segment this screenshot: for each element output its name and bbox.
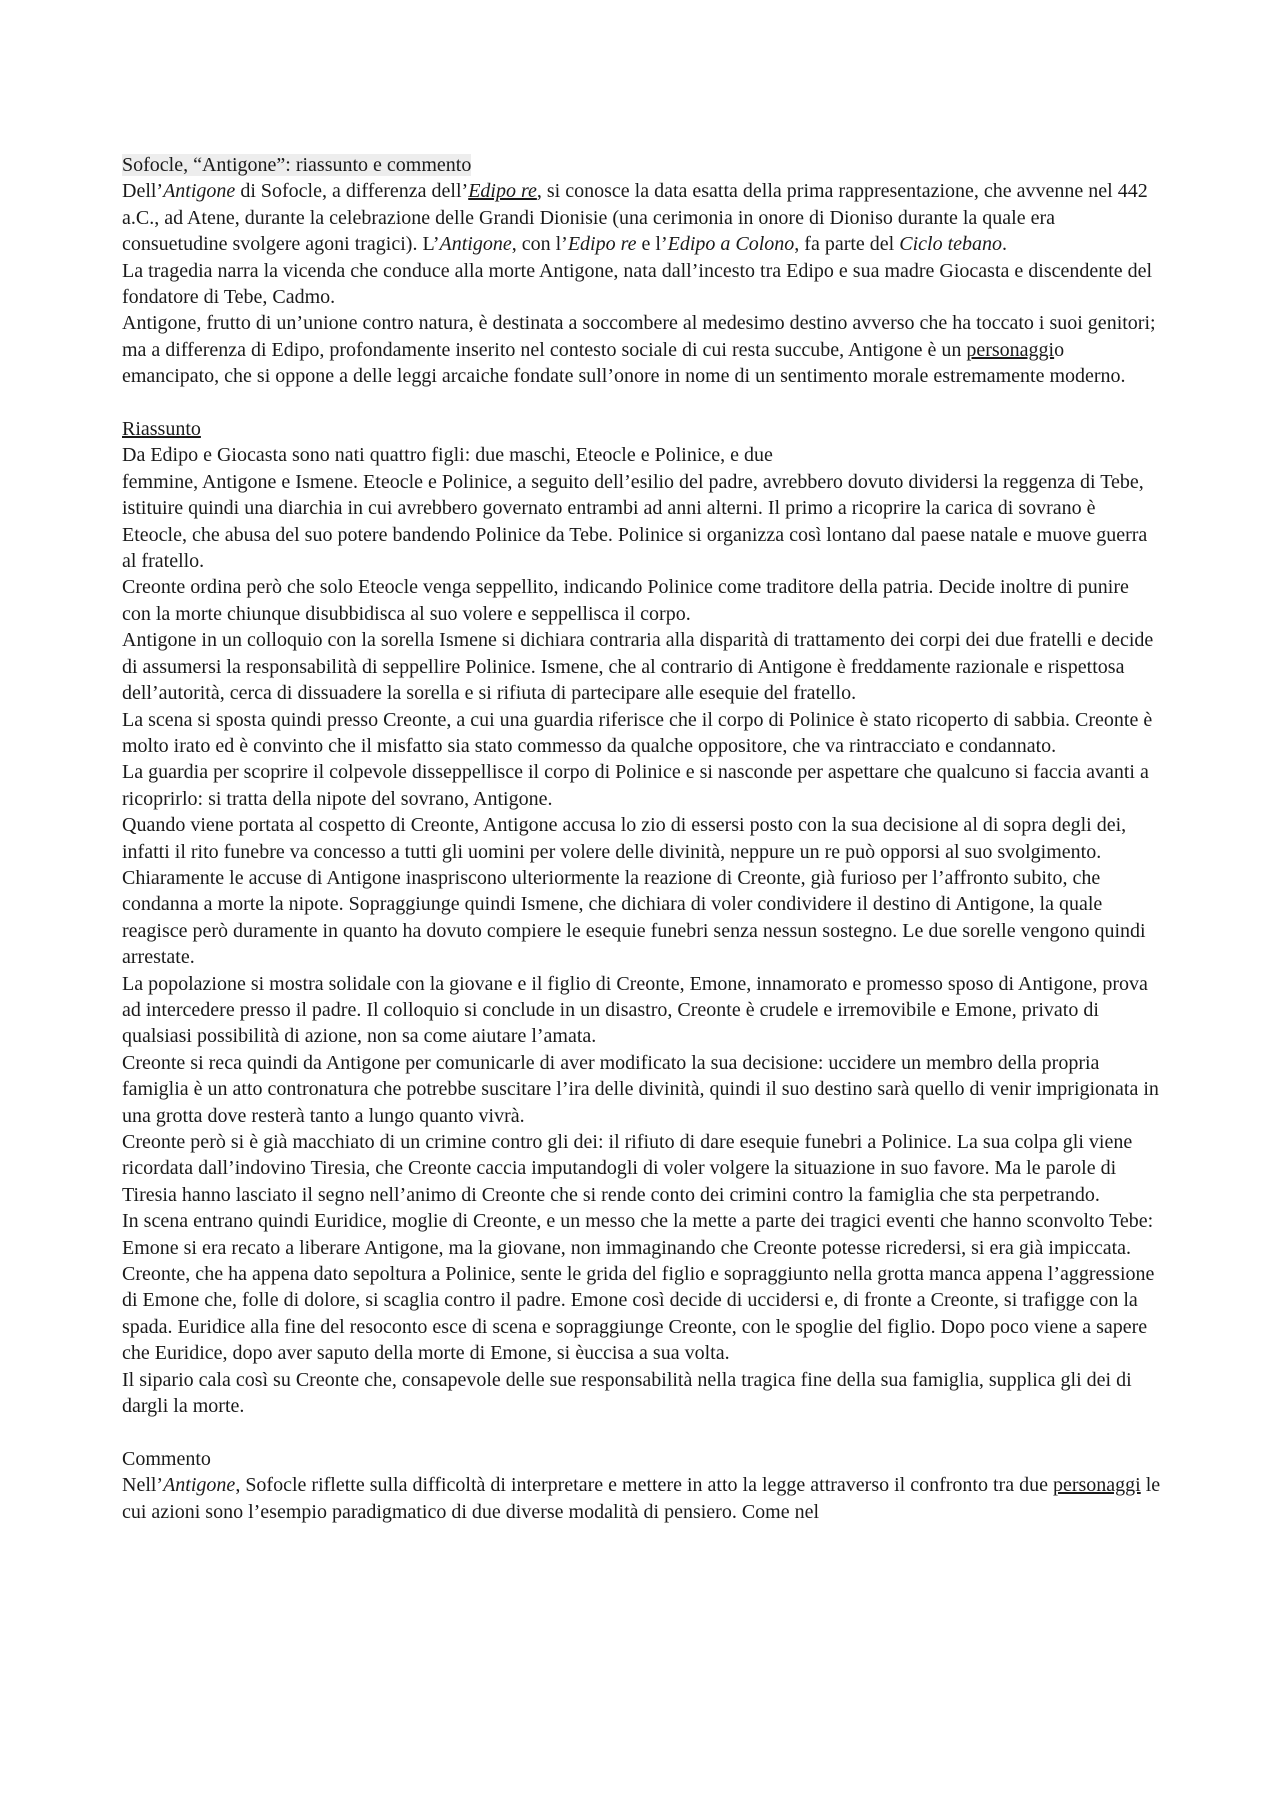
personaggio-link[interactable]: personaggi [966,338,1055,361]
riassunto-paragraph-7: La popolazione si mostra solidale con la giovane e il figlio di Creonte, Emone, innamorato e promesso sposo di Antigone, prova ad intercedere presso il padre. Il colloquio si conclude in un disastro, Creonte è crudele e irremovibile e Emone, privato di qualsiasi possibilità di azione, non sa come aiutare l’amata. [122,972,1148,1048]
riassunto-paragraph-3: Antigone in un colloquio con la sorella Ismene si dichiara contraria alla disparità di trattamento dei corpi dei due fratelli e decide di assumersi la responsabilità di seppellire Polinice. Ismene, che al contrario di Antigone è freddamente razionale e rispettosa dell’autorità, cerca di dissuadere la sorella e si rifiuta di partecipare alle esequie del fratello. [122,629,1154,705]
title-text: Sofocle, “Antigone”: riassunto e commento [122,154,472,176]
document-body [122,152,1162,1525]
document-title [122,152,1162,178]
riassunto-paragraph-11: Il sipario cala così su Creonte che, consapevole delle sue responsabilità nella tragica fine della sua famiglia, supplica gli dei di dargli la morte. [122,1368,1132,1418]
riassunto-heading: Riassunto [122,418,201,441]
riassunto-paragraph-4: La scena si sposta quindi presso Creonte, a cui una guardia riferisce che il corpo di Polinice è stato ricoperto di sabbia. Creonte è molto irato ed è convinto che il misfatto sia stato commesso da qualche oppositore, che va rintracciato e condannato. [122,708,1153,757]
commento-paragraph-1: Nell’Antigone, Sofocle riflette sulla difficoltà di interpretare e mettere in atto la legge attraverso il confronto tra due personaggi le cui azioni sono l’esempio paradigmatico di due diverse modalità di pensiero. Come nel [122,1474,1161,1523]
riassunto-paragraph-1b: femmine, Antigone e Ismene. Eteocle e Polinice, a seguito dell’esilio del padre, avrebbero dovuto dividersi la reggenza di Tebe, istituire quindi una diarchia in cui avrebbero governato entrambi ad anni alterni. Il primo a ricoprire la carica di sovrano è Eteocle, che abusa del suo potere bandendo Polinice da Tebe. Polinice si organizza così lontano dal paese natale e muove guerra al fratello. [122,470,1148,573]
personaggi-link[interactable]: personaggi [1052,1474,1141,1497]
riassunto-paragraph-8: Creonte si reca quindi da Antigone per comunicarle di aver modificato la sua decisione: uccidere un membro della propria famiglia è un atto contronatura che potrebbe suscitare l’ira delle divinità, quindi il suo destino sarà quello di venir imprigionata in una grotta dove resterà tanto a lungo quanto vivrà. [122,1051,1159,1127]
riassunto-paragraph-10: In scena entrano quindi Euridice, moglie di Creonte, e un messo che la mette a parte dei tragici eventi che hanno sconvolto Tebe: Emone si era recato a liberare Antigone, ma la giovane, non immaginando che Creonte potesse ricredersi, si era già impiccata. Creonte, che ha appena dato sepoltura a Polinice, sente le grida del figlio e sopraggiunto nella grotta manca appena l’aggressione di Emone che, folle di dolore, si scaglia contro il padre. Emone così decide di uccidersi e, di fronte a Creonte, si trafigge con la spada. Euridice alla fine del resoconto esce di scena e sopraggiunge Creonte, con le spoglie del figlio. Dopo poco viene a sapere che Euridice, dopo aver saputo della morte di Emone, si èuccisa a sua volta. [122,1210,1155,1365]
riassunto-paragraph-6: Quando viene portata al cospetto di Creonte, Antigone accusa lo zio di essersi posto con la sua decisione al di sopra degli dei, infatti il rito funebre va concesso a tutti gli uomini per volere delle divinità, neppure un re può opporsi al suo svolgimento. Chiaramente le accuse di Antigone inaspriscono ulteriormente la reazione di Creonte, già furioso per l’affronto subito, che condanna a morte la nipote. Sopraggiunge quindi Ismene, che dichiara di voler condividere il destino di Antigone, la quale reagisce però duramente in quanto ha dovuto compiere le esequie funebri senza nessun sostegno. Le due sorelle vengono quindi arrestate. [122,814,1146,969]
riassunto-paragraph-9: Creonte però si è già macchiato di un crimine contro gli dei: il rifiuto di dare esequie funebri a Polinice. La sua colpa gli viene ricordata dall’indovino Tiresia, che Creonte caccia imputandogli di voler volgere la situazione in suo favore. Ma le parole di Tiresia hanno lasciato il segno nell’animo di Creonte che si rende conto dei crimini contro la famiglia che sta perpetrando. [122,1131,1133,1206]
spacer [122,390,1162,416]
commento-heading: Commento [122,1447,211,1470]
spacer [122,1419,1162,1445]
intro-paragraph-1: Dell’Antigone di Sofocle, a differenza dell’Edipo re, si conosce la data esatta della prima rappresentazione, che avvenne nel 442 a.C., ad Atene, durante la celebrazione delle Grandi Dionisie (una cerimonia in onore di Dioniso durante la quale era consuetudine svolgere agoni tragici). L’Antigone, con l’Edipo re e l’Edipo a Colono, fa parte del Ciclo tebano. [122,180,1148,256]
riassunto-paragraph-2: Creonte ordina però che solo Eteocle venga seppellito, indicando Polinice come traditore della patria. Decide inoltre di punire con la morte chiunque disubbidisca al suo volere e seppellisca il corpo. [122,576,1129,625]
riassunto-paragraph-5: La guardia per scoprire il colpevole disseppellisce il corpo di Polinice e si nasconde per aspettare che qualcuno si faccia avanti a ricoprirlo: si tratta della nipote del sovrano, Antigone. [122,761,1149,810]
intro-paragraph-2: La tragedia narra la vicenda che conduce alla morte Antigone, nata dall’incesto tra Edipo e sua madre Giocasta e discendente del fondatore di Tebe, Cadmo. [122,259,1153,309]
intro-paragraph-3: Antigone, frutto di un’unione contro natura, è destinata a soccombere al medesimo destino avverso che ha toccato i suoi genitori; ma a differenza di Edipo, profondamente inserito nel contesto sociale di cui resta succube, Antigone è un personaggio emancipato, che si oppone a delle leggi arcaiche fondate sull’onore in nome di un sentimento morale estremamente moderno. [122,312,1156,388]
riassunto-paragraph-1a: Da Edipo e Giocasta sono nati quattro figli: due maschi, Eteocle e Polinice, e due [122,444,773,467]
edipo-re-link[interactable]: Edipo re [468,180,537,203]
